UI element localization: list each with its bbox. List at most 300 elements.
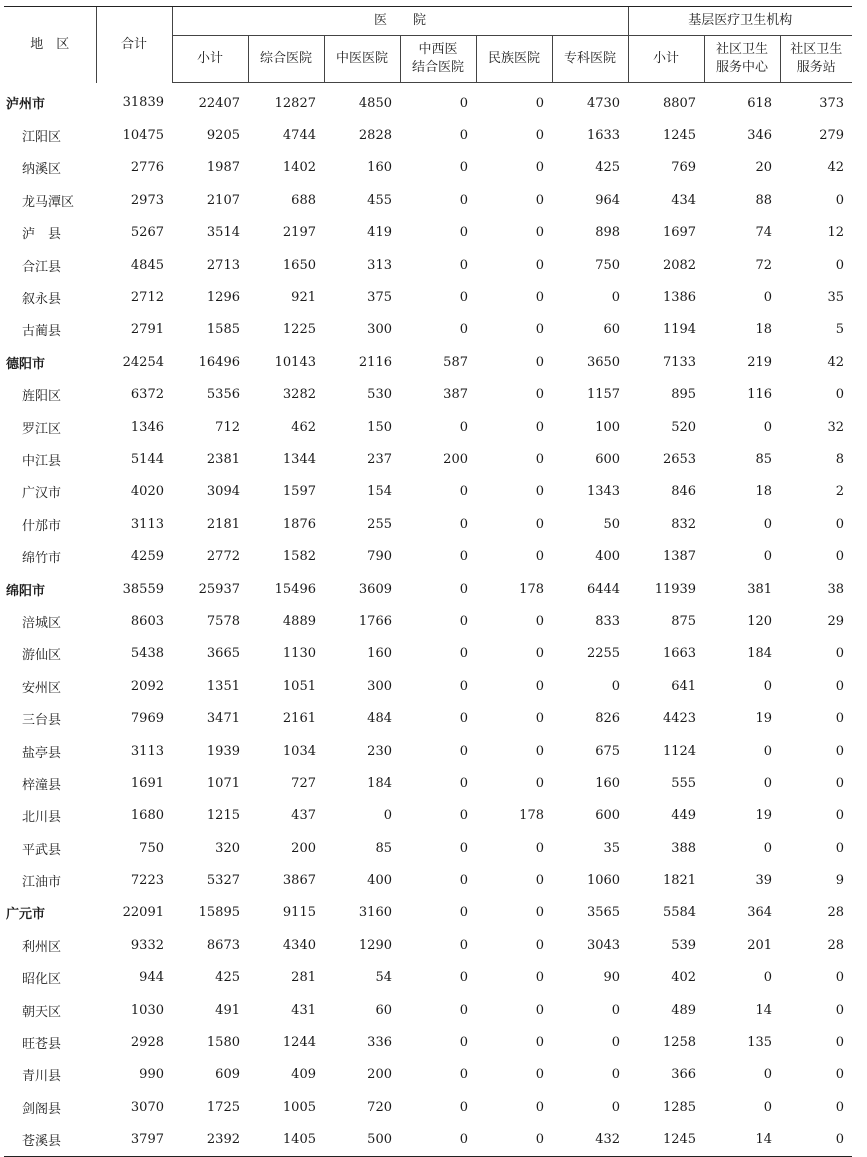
- region-name: 梓潼县: [22, 777, 62, 793]
- value-cell: 0: [459, 160, 468, 176]
- value-cell: 0: [535, 516, 544, 532]
- value-cell: 10143: [274, 354, 316, 370]
- value-cell: 2653: [662, 451, 697, 467]
- value-cell: 2712: [130, 290, 164, 306]
- value-cell: 1060: [586, 873, 621, 889]
- table-row: [4, 638, 852, 670]
- value-cell: 25937: [198, 581, 240, 597]
- value-cell: 178: [519, 808, 544, 824]
- value-cell: 31839: [122, 95, 164, 111]
- value-cell: 0: [459, 549, 468, 565]
- region-name: 龙马潭区: [22, 194, 75, 210]
- value-cell: 530: [367, 387, 392, 403]
- value-cell: 1402: [282, 160, 316, 176]
- value-cell: 9332: [130, 937, 164, 953]
- value-cell: 0: [535, 225, 544, 241]
- value-cell: 388: [671, 840, 697, 856]
- table-row: [4, 411, 852, 443]
- value-cell: 88: [755, 192, 773, 208]
- value-cell: 50: [603, 516, 621, 532]
- value-cell: 0: [535, 160, 544, 176]
- value-cell: 1346: [130, 419, 164, 435]
- value-cell: 0: [459, 808, 468, 824]
- header-specialty-hospital: 专科医院: [552, 36, 628, 83]
- value-cell: 0: [835, 840, 845, 856]
- table-row: [4, 540, 852, 572]
- header-total: 合计: [96, 7, 172, 83]
- value-cell: 42: [827, 354, 845, 370]
- value-cell: 0: [459, 873, 468, 889]
- value-cell: 219: [747, 354, 773, 370]
- value-cell: 2713: [206, 257, 240, 273]
- value-cell: 1034: [282, 743, 316, 759]
- value-cell: 618: [747, 95, 773, 111]
- region-name: 合江县: [22, 259, 62, 275]
- table-row: [4, 1059, 852, 1091]
- value-cell: 201: [747, 937, 773, 953]
- value-cell: 100: [595, 419, 621, 435]
- value-cell: 964: [595, 192, 621, 208]
- value-cell: 150: [367, 419, 392, 435]
- value-cell: 8: [835, 451, 845, 467]
- value-cell: 4889: [282, 613, 316, 629]
- value-cell: 0: [835, 1035, 845, 1051]
- value-cell: 1245: [662, 128, 697, 144]
- value-cell: 8603: [130, 613, 164, 629]
- header-integrated-hospital: [400, 36, 476, 83]
- value-cell: 1225: [282, 322, 316, 338]
- value-cell: 0: [763, 516, 773, 532]
- value-cell: 8807: [662, 95, 697, 111]
- value-cell: 281: [291, 970, 316, 986]
- value-cell: 1386: [662, 290, 697, 306]
- table-row: [4, 800, 852, 832]
- value-cell: 1585: [206, 322, 240, 338]
- value-cell: 28: [827, 905, 845, 921]
- value-cell: 35: [827, 290, 845, 306]
- value-cell: 9115: [282, 905, 316, 921]
- value-cell: 5327: [206, 873, 240, 889]
- value-cell: 5584: [662, 905, 697, 921]
- value-cell: 4845: [130, 257, 164, 273]
- value-cell: 0: [835, 743, 845, 759]
- value-cell: 116: [747, 387, 773, 403]
- value-cell: 2: [835, 484, 845, 500]
- table-row-city: [4, 573, 852, 605]
- value-cell: 895: [671, 387, 697, 403]
- region-name: 叙永县: [22, 292, 62, 308]
- region-name: 古蔺县: [22, 324, 62, 340]
- value-cell: 1876: [282, 516, 316, 532]
- value-cell: 18: [755, 322, 773, 338]
- region-name: 中江县: [22, 453, 62, 469]
- value-cell: 3665: [206, 646, 240, 662]
- region-name: 盐亭县: [22, 745, 62, 761]
- value-cell: 2116: [358, 354, 392, 370]
- value-cell: 826: [595, 711, 621, 727]
- region-name: 三台县: [22, 713, 62, 729]
- value-cell: 0: [459, 192, 468, 208]
- region-name: 游仙区: [22, 648, 62, 664]
- value-cell: 20: [755, 160, 773, 176]
- value-cell: 0: [763, 970, 773, 986]
- value-cell: 489: [671, 1002, 697, 1018]
- value-cell: 0: [763, 743, 773, 759]
- value-cell: 727: [291, 775, 316, 791]
- header-hospital-subtotal: 小计: [172, 36, 248, 83]
- value-cell: 0: [611, 290, 621, 306]
- table-row: [4, 702, 852, 734]
- value-cell: 0: [535, 95, 544, 111]
- value-cell: 0: [835, 1067, 845, 1083]
- value-cell: 425: [595, 160, 621, 176]
- value-cell: 675: [595, 743, 621, 759]
- region-name: 剑阁县: [22, 1101, 62, 1117]
- value-cell: 3650: [586, 354, 621, 370]
- value-cell: 5267: [130, 225, 164, 241]
- value-cell: 921: [291, 290, 316, 306]
- value-cell: 3282: [282, 387, 316, 403]
- value-cell: 364: [747, 905, 773, 921]
- table-row: [4, 217, 852, 249]
- value-cell: 0: [535, 484, 544, 500]
- value-cell: 300: [367, 678, 392, 694]
- table-row: [4, 767, 852, 799]
- value-cell: 400: [367, 873, 392, 889]
- region-name: 昭化区: [22, 972, 62, 988]
- value-cell: 5144: [130, 451, 164, 467]
- table-row: [4, 443, 852, 475]
- value-cell: 5: [835, 322, 845, 338]
- value-cell: 0: [835, 257, 845, 273]
- table-row: [4, 832, 852, 864]
- value-cell: 255: [367, 516, 392, 532]
- value-cell: 2791: [130, 322, 164, 338]
- value-cell: 9205: [206, 128, 240, 144]
- region-name: 绵竹市: [22, 551, 62, 567]
- value-cell: 0: [459, 581, 468, 597]
- value-cell: 0: [476, 1124, 552, 1157]
- value-cell: 0: [535, 1002, 544, 1018]
- value-cell: 0: [763, 840, 773, 856]
- value-cell: 90: [603, 970, 621, 986]
- value-cell: 178: [519, 581, 544, 597]
- value-cell: 944: [139, 970, 164, 986]
- header-center-line1: 社区卫生: [716, 42, 769, 57]
- value-cell: 0: [835, 1002, 845, 1018]
- value-cell: 898: [595, 225, 621, 241]
- region-name: 平武县: [22, 842, 62, 858]
- value-cell: 22091: [122, 905, 164, 921]
- value-cell: 1939: [206, 743, 240, 759]
- table-row: [4, 379, 852, 411]
- value-cell: 1821: [662, 873, 697, 889]
- table-row: [4, 152, 852, 184]
- value-cell: 0: [459, 1099, 468, 1115]
- value-cell: 425: [215, 970, 240, 986]
- value-cell: 2092: [130, 678, 164, 694]
- value-cell: 0: [459, 678, 468, 694]
- value-cell: 491: [215, 1002, 240, 1018]
- header-tcm-hospital: 中医医院: [324, 36, 400, 83]
- value-cell: 0: [535, 354, 544, 370]
- region-name: 什邡市: [22, 518, 62, 534]
- region-name: 泸 县: [22, 227, 62, 243]
- value-cell: 230: [367, 743, 392, 759]
- value-cell: 0: [459, 711, 468, 727]
- value-cell: 4423: [662, 711, 697, 727]
- value-cell: 500: [324, 1124, 400, 1157]
- table-row: [4, 962, 852, 994]
- value-cell: 2197: [282, 225, 316, 241]
- value-cell: 0: [763, 290, 773, 306]
- value-cell: 1697: [662, 225, 697, 241]
- value-cell: 0: [535, 549, 544, 565]
- value-cell: 19: [755, 808, 773, 824]
- region-name: 纳溪区: [22, 162, 62, 178]
- value-cell: 0: [459, 743, 468, 759]
- value-cell: 449: [671, 808, 697, 824]
- value-cell: 0: [535, 1035, 544, 1051]
- header-station-line2: 服务站: [796, 60, 836, 75]
- value-cell: 32: [827, 419, 845, 435]
- value-cell: 1215: [206, 808, 240, 824]
- value-cell: 1766: [358, 613, 392, 629]
- value-cell: 1071: [206, 775, 240, 791]
- value-cell: 1245: [628, 1124, 704, 1157]
- value-cell: 0: [459, 646, 468, 662]
- table-row: [4, 864, 852, 896]
- value-cell: 120: [747, 613, 773, 629]
- value-cell: 0: [535, 937, 544, 953]
- value-cell: 0: [459, 1002, 468, 1018]
- value-cell: 0: [611, 1035, 621, 1051]
- value-cell: 0: [535, 451, 544, 467]
- value-cell: 600: [595, 808, 621, 824]
- value-cell: 641: [671, 678, 697, 694]
- value-cell: 0: [835, 1099, 845, 1115]
- value-cell: 1582: [282, 549, 316, 565]
- header-primary-subtotal: 小计: [628, 36, 704, 83]
- value-cell: 0: [780, 1124, 852, 1157]
- region-name: 旺苍县: [22, 1037, 62, 1053]
- table-row: [4, 1124, 852, 1157]
- table-row-city: [4, 346, 852, 378]
- value-cell: 0: [763, 775, 773, 791]
- value-cell: 300: [367, 322, 392, 338]
- value-cell: 14: [755, 1002, 773, 1018]
- region-name: 绵阳市: [6, 583, 46, 599]
- value-cell: 0: [535, 873, 544, 889]
- table-row: [4, 249, 852, 281]
- table-row: [4, 605, 852, 637]
- value-cell: 832: [671, 516, 697, 532]
- value-cell: 750: [595, 257, 621, 273]
- value-cell: 5438: [130, 646, 164, 662]
- table-row: [4, 994, 852, 1026]
- value-cell: 38559: [122, 581, 164, 597]
- value-cell: 0: [535, 387, 544, 403]
- value-cell: 160: [595, 775, 621, 791]
- value-cell: 1258: [662, 1035, 697, 1051]
- value-cell: 15496: [274, 581, 316, 597]
- table-row: [4, 476, 852, 508]
- value-cell: 2928: [130, 1035, 164, 1051]
- value-cell: 1351: [206, 678, 240, 694]
- value-cell: 432: [552, 1124, 628, 1157]
- value-cell: 0: [535, 192, 544, 208]
- value-cell: 2828: [358, 128, 392, 144]
- region-name: 广汉市: [22, 486, 62, 502]
- value-cell: 437: [291, 808, 316, 824]
- value-cell: 0: [459, 290, 468, 306]
- value-cell: 24254: [122, 354, 164, 370]
- table-row-city: [4, 83, 852, 120]
- header-community-station: [780, 36, 852, 83]
- value-cell: 4850: [358, 95, 392, 111]
- value-cell: 3113: [130, 743, 164, 759]
- value-cell: 74: [755, 225, 773, 241]
- value-cell: 28: [827, 937, 845, 953]
- table-row-city: [4, 897, 852, 929]
- table-row: [4, 735, 852, 767]
- value-cell: 12827: [274, 95, 316, 111]
- value-cell: 60: [603, 322, 621, 338]
- value-cell: 609: [215, 1067, 240, 1083]
- value-cell: 0: [835, 808, 845, 824]
- region-name: 安州区: [22, 680, 62, 696]
- value-cell: 1030: [130, 1002, 164, 1018]
- value-cell: 0: [459, 613, 468, 629]
- header-community-center: [704, 36, 780, 83]
- value-cell: 0: [535, 646, 544, 662]
- header-ethnic-hospital: 民族医院: [476, 36, 552, 83]
- value-cell: 409: [291, 1067, 316, 1083]
- value-cell: 11939: [654, 581, 697, 597]
- value-cell: 1387: [662, 549, 697, 565]
- value-cell: 0: [835, 549, 845, 565]
- region-name: 北川县: [22, 810, 62, 826]
- health-institutions-table: [4, 6, 852, 1157]
- value-cell: 0: [835, 970, 845, 986]
- value-cell: 4730: [586, 95, 621, 111]
- value-cell: 0: [763, 678, 773, 694]
- value-cell: 720: [367, 1099, 392, 1115]
- value-cell: 3471: [206, 711, 240, 727]
- region-name: 江阳区: [22, 130, 62, 146]
- value-cell: 1130: [282, 646, 316, 662]
- value-cell: 4340: [282, 937, 316, 953]
- value-cell: 0: [459, 128, 468, 144]
- region-name: 青川县: [22, 1069, 62, 1085]
- value-cell: 0: [763, 1099, 773, 1115]
- value-cell: 279: [819, 128, 845, 144]
- value-cell: 18: [755, 484, 773, 500]
- value-cell: 3043: [586, 937, 621, 953]
- header-center-line2: 服务中心: [716, 60, 769, 75]
- value-cell: 0: [611, 678, 621, 694]
- value-cell: 8673: [206, 937, 240, 953]
- header-integrated-line2: 结合医院: [411, 60, 464, 75]
- value-cell: 0: [459, 937, 468, 953]
- value-cell: 15895: [198, 905, 240, 921]
- value-cell: 14: [704, 1124, 780, 1157]
- value-cell: 1725: [206, 1099, 240, 1115]
- value-cell: 313: [367, 257, 392, 273]
- value-cell: 35: [603, 840, 621, 856]
- value-cell: 833: [595, 613, 621, 629]
- value-cell: 0: [535, 613, 544, 629]
- value-cell: 381: [747, 581, 773, 597]
- value-cell: 1296: [206, 290, 240, 306]
- region-name: 利州区: [22, 939, 62, 955]
- value-cell: 16496: [198, 354, 240, 370]
- value-cell: 1005: [282, 1099, 316, 1115]
- value-cell: 2776: [130, 160, 164, 176]
- value-cell: 0: [459, 1067, 468, 1083]
- header-region: 地 区: [4, 7, 96, 83]
- value-cell: 434: [671, 192, 697, 208]
- region-name: 德阳市: [6, 356, 46, 372]
- value-cell: 0: [611, 1002, 621, 1018]
- value-cell: 0: [835, 646, 845, 662]
- value-cell: 10475: [122, 128, 164, 144]
- value-cell: 0: [835, 775, 845, 791]
- value-cell: 0: [535, 905, 544, 921]
- value-cell: 0: [611, 1067, 621, 1083]
- value-cell: 0: [459, 1035, 468, 1051]
- value-cell: 1650: [282, 257, 316, 273]
- value-cell: 6372: [130, 387, 164, 403]
- value-cell: 0: [459, 322, 468, 338]
- value-cell: 0: [535, 711, 544, 727]
- value-cell: 1344: [282, 451, 316, 467]
- value-cell: 1290: [358, 937, 392, 953]
- region-name: 泸州市: [6, 97, 46, 113]
- value-cell: 29: [827, 613, 845, 629]
- value-cell: 85: [375, 840, 392, 856]
- region-name: 涪城区: [22, 615, 62, 631]
- value-cell: 135: [747, 1035, 773, 1051]
- value-cell: 2973: [130, 192, 164, 208]
- value-cell: 184: [367, 775, 392, 791]
- value-cell: 0: [763, 549, 773, 565]
- table-row: [4, 670, 852, 702]
- value-cell: 0: [835, 711, 845, 727]
- value-cell: 160: [367, 160, 392, 176]
- header-integrated-line1: 中西医: [418, 42, 458, 57]
- value-cell: 38: [827, 581, 845, 597]
- header-station-line1: 社区卫生: [790, 42, 843, 57]
- value-cell: 0: [535, 257, 544, 273]
- value-cell: 346: [747, 128, 773, 144]
- value-cell: 0: [535, 678, 544, 694]
- value-cell: 1285: [662, 1099, 697, 1115]
- value-cell: 600: [595, 451, 621, 467]
- region-name: 罗江区: [22, 421, 62, 437]
- value-cell: 0: [459, 484, 468, 500]
- value-cell: 2161: [282, 711, 316, 727]
- header-general-hospital: 综合医院: [248, 36, 324, 83]
- region-name: 江油市: [22, 875, 62, 891]
- value-cell: 7969: [130, 711, 164, 727]
- value-cell: 0: [535, 128, 544, 144]
- value-cell: 688: [291, 192, 316, 208]
- value-cell: 60: [375, 1002, 392, 1018]
- value-cell: 4259: [130, 549, 164, 565]
- value-cell: 0: [763, 419, 773, 435]
- value-cell: 0: [535, 840, 544, 856]
